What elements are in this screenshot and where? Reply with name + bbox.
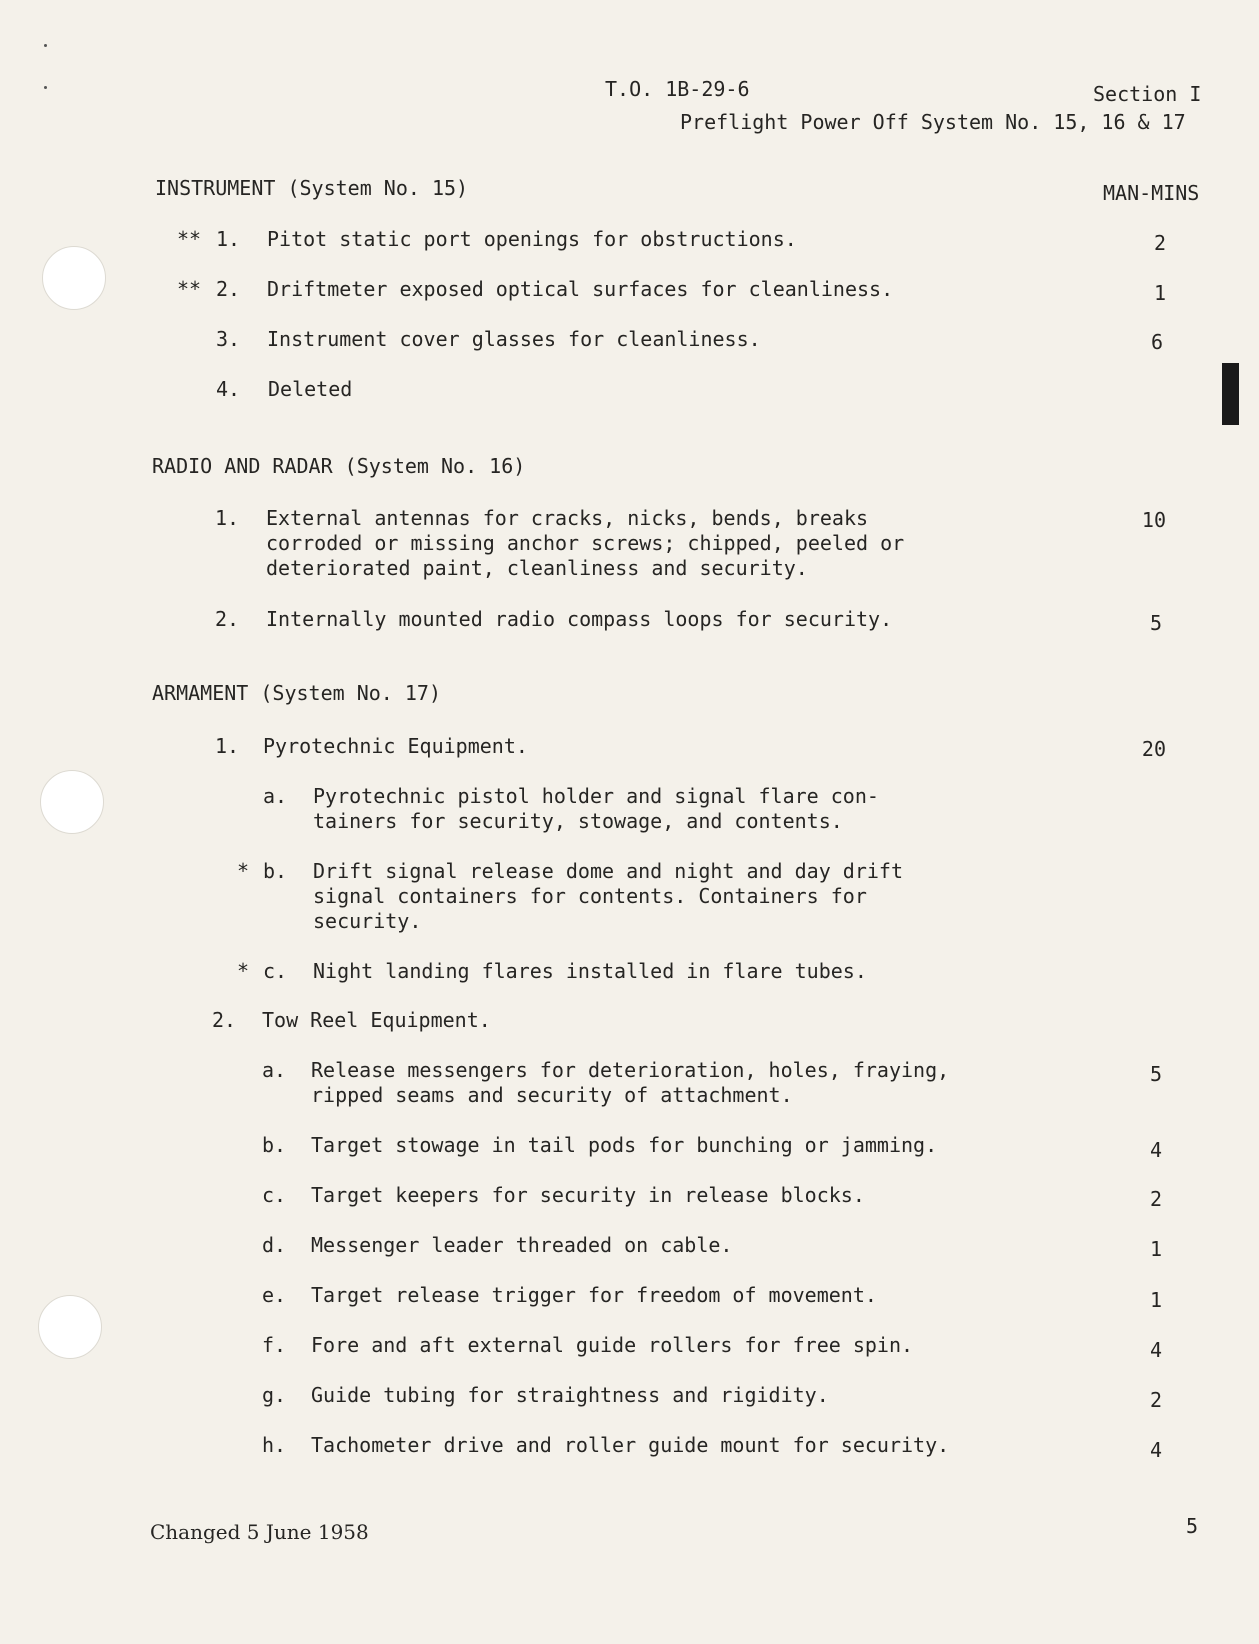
- subitem-letter: d.: [262, 1233, 287, 1257]
- subitem-text-line: Drift signal release dome and night and day drift: [313, 859, 904, 883]
- item-mark: **: [177, 227, 202, 251]
- subitem-mins: 2: [1149, 1187, 1162, 1211]
- item-number: 3.: [216, 327, 241, 351]
- section-title-armament: ARMAMENT (System No. 17): [152, 681, 441, 705]
- subitem-text-line: Pyrotechnic pistol holder and signal flare con-: [313, 784, 879, 808]
- subitem-mins: 4: [1149, 1338, 1162, 1362]
- item-text-line: External antennas for cracks, nicks, bends, breaks: [266, 506, 869, 530]
- subitem-text-line: Target release trigger for freedom of movement.: [311, 1283, 877, 1307]
- subitem-text-line: Messenger leader threaded on cable.: [311, 1233, 733, 1257]
- subitem-mark: *: [237, 859, 250, 883]
- subitem-mins: 2: [1149, 1388, 1162, 1412]
- subitem-text-line: Fore and aft external guide rollers for free spin.: [311, 1333, 914, 1357]
- item-number: 1.: [216, 227, 241, 251]
- item-text: Internally mounted radio compass loops for security.: [266, 607, 893, 631]
- subitem-text-line: Target keepers for security in release blocks.: [311, 1183, 865, 1207]
- item-number: 2.: [215, 607, 240, 631]
- subitem-mark: *: [237, 959, 250, 983]
- subitem-text-line: Night landing flares installed in flare tubes.: [313, 959, 867, 983]
- man-mins-header: MAN-MINS: [1103, 181, 1200, 205]
- item-text: Pitot static port openings for obstructions.: [267, 227, 797, 251]
- binder-dot: [44, 44, 47, 47]
- subitem-text-line: Target stowage in tail pods for bunching or jamming.: [311, 1133, 938, 1157]
- item-mins: 10: [1141, 508, 1166, 532]
- item-number: 1.: [215, 506, 240, 530]
- item-number: 4.: [216, 377, 241, 401]
- subitem-text-line: security.: [313, 909, 422, 933]
- subitem-text-line: tainers for security, stowage, and contents.: [313, 809, 843, 833]
- item-text: Tow Reel Equipment.: [262, 1008, 491, 1032]
- subitem-letter: h.: [262, 1433, 287, 1457]
- subitem-text-line: ripped seams and security of attachment.: [311, 1083, 793, 1107]
- subitem-mins: 4: [1149, 1138, 1162, 1162]
- item-number: 2.: [212, 1008, 237, 1032]
- item-mins: 20: [1141, 737, 1166, 761]
- subitem-text-line: Tachometer drive and roller guide mount for security.: [311, 1433, 950, 1457]
- section-title-instrument: INSTRUMENT (System No. 15): [155, 176, 469, 200]
- subitem-text-line: Release messengers for deterioration, holes, fraying,: [311, 1058, 950, 1082]
- subitem-letter: g.: [262, 1383, 287, 1407]
- item-number: 1.: [215, 734, 240, 758]
- binder-hole-middle: [40, 770, 104, 834]
- subitem-letter: f.: [262, 1333, 287, 1357]
- item-mins: 6: [1150, 330, 1163, 354]
- subitem-letter: a.: [262, 1058, 287, 1082]
- subitem-letter: c.: [262, 1183, 287, 1207]
- item-mark: **: [177, 277, 202, 301]
- subitem-letter: b.: [262, 1133, 287, 1157]
- subitem-mins: 4: [1149, 1438, 1162, 1462]
- page-subtitle: Preflight Power Off System No. 15, 16 & 17: [680, 110, 1186, 134]
- page-number: 5: [1186, 1514, 1199, 1538]
- changed-date: Changed 5 June 1958: [150, 1520, 369, 1544]
- item-mins: 2: [1153, 231, 1166, 255]
- section-tab-mark: [1222, 363, 1239, 425]
- subitem-letter: b.: [263, 859, 288, 883]
- to-number: T.O. 1B-29-6: [605, 77, 750, 101]
- item-text: Instrument cover glasses for cleanliness.: [267, 327, 761, 351]
- subitem-letter: c.: [263, 959, 288, 983]
- binder-hole-top: [42, 246, 106, 310]
- item-text-line: corroded or missing anchor screws; chipped, peeled or: [266, 531, 905, 555]
- item-mins: 5: [1149, 611, 1162, 635]
- item-text: Deleted: [268, 377, 353, 401]
- subitem-mins: 1: [1149, 1288, 1162, 1312]
- subitem-text-line: signal containers for contents. Containers for: [313, 884, 867, 908]
- subitem-letter: e.: [262, 1283, 287, 1307]
- item-text-line: deteriorated paint, cleanliness and security.: [266, 556, 808, 580]
- binder-hole-bottom: [38, 1295, 102, 1359]
- subitem-mins: 1: [1149, 1237, 1162, 1261]
- item-mins: 1: [1153, 281, 1166, 305]
- section-title-radio-radar: RADIO AND RADAR (System No. 16): [152, 454, 526, 478]
- item-text: Driftmeter exposed optical surfaces for cleanliness.: [267, 277, 894, 301]
- subitem-text-line: Guide tubing for straightness and rigidity.: [311, 1383, 829, 1407]
- section-label: Section I: [1093, 82, 1202, 106]
- item-text: Pyrotechnic Equipment.: [263, 734, 528, 758]
- binder-dot: [44, 86, 47, 89]
- subitem-mins: 5: [1149, 1062, 1162, 1086]
- item-number: 2.: [216, 277, 241, 301]
- subitem-letter: a.: [263, 784, 288, 808]
